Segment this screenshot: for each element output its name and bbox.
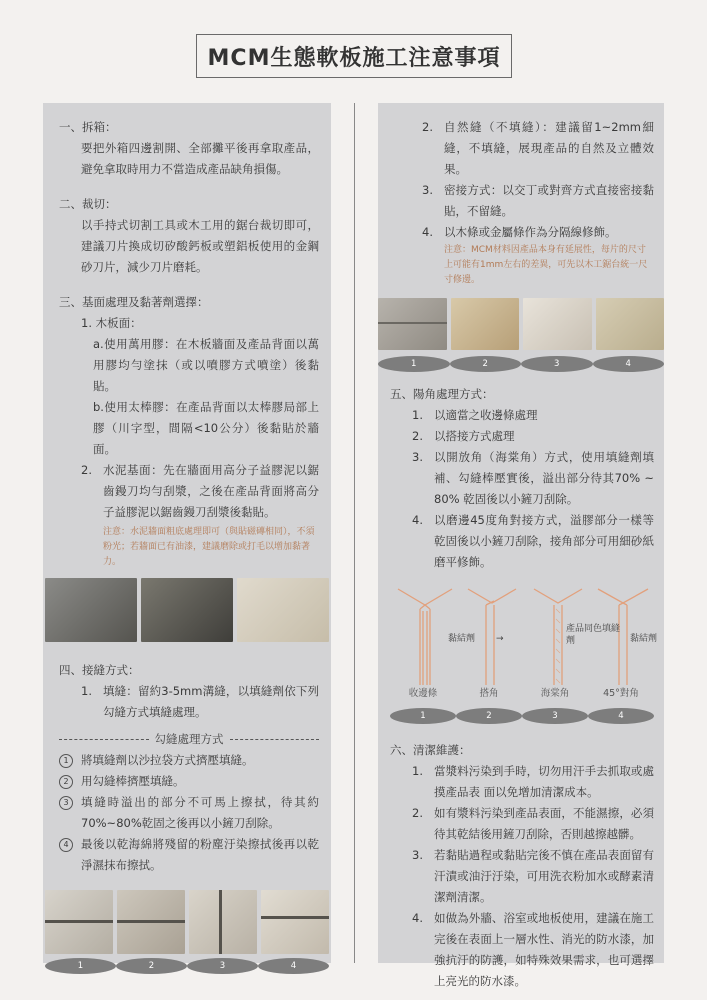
item-number: 2.	[412, 429, 423, 443]
cleaning-item	[412, 845, 654, 908]
diagram-number-circle: 3	[522, 708, 588, 724]
joint-item	[422, 117, 654, 180]
joint-photo-row	[378, 298, 664, 350]
diagram-numbers	[390, 708, 654, 724]
section-heading: 二、裁切：	[59, 197, 117, 211]
corner-2-shape	[468, 589, 516, 603]
section-joints	[59, 660, 319, 723]
section-cutting	[59, 194, 319, 278]
joint-photo-4	[596, 298, 665, 350]
joint-item	[59, 681, 319, 723]
filler-label: 產品同色填縫劑	[566, 624, 621, 646]
joint-photo-3	[523, 298, 592, 350]
joint-photo-1	[378, 298, 447, 350]
item-number: 2.	[81, 463, 92, 477]
cleaning-item	[412, 803, 654, 845]
item-number: 2.	[422, 120, 433, 134]
cleaning-items	[390, 761, 654, 992]
section-surface-prep	[59, 292, 319, 570]
edge-trim-strip	[420, 605, 430, 685]
diagram-number-circle: 2	[456, 708, 522, 724]
step-text: 最後以乾海綿將殘留的粉塵汙染擦拭後再以乾淨濕抹布擦拭。	[81, 837, 319, 872]
photo-number-circle: 3	[521, 356, 593, 372]
grout-steps	[59, 750, 319, 876]
grout-step	[59, 771, 319, 792]
grout-method-heading	[59, 729, 319, 750]
item-text: 如做為外牆、浴室或地板使用，建議在施工完後在表面上一層水性、消光的防水漆，加強抗汙的防護，如特殊效果需求，也可選擇上亮光的防水漆。	[434, 911, 654, 988]
item-number: 1.	[81, 684, 92, 698]
surface-photo-row	[45, 578, 329, 642]
joint-photo-2	[451, 298, 520, 350]
dashed-rule	[230, 739, 320, 740]
cleaning-item	[412, 908, 654, 992]
item-text: 自然縫（不填縫）：建議留1~2mm細縫，不填縫，展現產品的自然及立體效果。	[444, 120, 654, 176]
column-divider	[354, 103, 355, 963]
corner-item	[412, 510, 654, 573]
grout-line	[219, 890, 222, 954]
grout-photo-4	[261, 890, 329, 954]
section-heading: 五、陽角處理方式：	[390, 387, 494, 401]
grout-photo-row	[45, 890, 329, 954]
corner-item	[412, 405, 654, 426]
item-number: 3.	[422, 183, 433, 197]
section-body: 要把外箱四邊割開、全部攤平後再拿取產品，避免拿取時用力不當造成產品缺角損傷。	[81, 141, 319, 176]
grout-photo-1	[45, 890, 113, 954]
wood-method-b: b.使用太棒膠：在產品背面以太棒膠局部上膠（川字型，間隔<10公分）後黏貼於牆面。	[93, 400, 319, 456]
diagram-number-circle: 4	[588, 708, 654, 724]
step-number-circle: 3	[59, 796, 73, 810]
page-title: MCM生態軟板施工注意事項	[196, 34, 512, 78]
section-unboxing	[59, 117, 319, 180]
step-number-circle: 2	[59, 775, 73, 789]
trowel-photo	[45, 578, 137, 642]
item-text: 以適當之收邊條處理	[434, 408, 538, 422]
photo-number-circle: 1	[378, 356, 450, 372]
item-number: 2.	[412, 806, 423, 820]
glue-label-right: 黏結劑	[630, 634, 658, 644]
step-number-circle: 4	[59, 838, 73, 852]
section-body: 以手持式切割工具或木工用的鋸台裁切即可，建議刀片換成切矽酸鈣板或塑鋁板使用的金鋼砂刀片，減少刀片磨耗。	[81, 218, 319, 274]
item-text: 以開放角（海棠角）方式，使用填縫劑填補、勾縫棒壓實後，溢出部分待其70% ~ 80% 乾固後以小鏟刀刮除。	[434, 450, 654, 506]
grout-photo-numbers	[45, 958, 329, 974]
caption: 海棠角	[540, 688, 570, 699]
caption: 搭角	[479, 688, 499, 699]
section-heading: 四、接縫方式：	[59, 663, 140, 677]
item-text: 密接方式：以交丁或對齊方式直接密接黏貼，不留縫。	[444, 183, 654, 218]
grout-step	[59, 834, 319, 876]
wood-surface-label: 1. 木板面：	[81, 316, 142, 330]
item-text: 以磨邊45度角對接方式，溢膠部分一樣等乾固後以小鏟刀刮除，接角部分可用細砂紙磨平修飾。	[434, 513, 654, 569]
grout-line	[261, 916, 329, 919]
step-text: 填縫時溢出的部分不可馬上擦拭，待其約70%~80%乾固之後再以小鏟刀刮除。	[81, 795, 319, 830]
section-heading: 三、基面處理及黏著劑選擇：	[59, 295, 209, 309]
joint-note: 注意：MCM材料因產品本身有延展性，每片的尺寸上可能有1mm左右的差異，可先以木工鋸台統一尺寸修邊。	[444, 245, 648, 285]
cleaning-item	[412, 761, 654, 803]
grout-step	[59, 792, 319, 834]
adhesive-photo	[141, 578, 233, 642]
photo-number-circle: 4	[593, 356, 665, 372]
cement-item	[59, 460, 319, 523]
grout-photo-2	[117, 890, 185, 954]
diagram-number-circle: 1	[390, 708, 456, 724]
item-text: 填縫：留約3-5mm溝縫，以填縫劑依下列勾縫方式填縫處理。	[103, 684, 319, 719]
corner-diagram	[390, 587, 658, 687]
item-text: 當漿料污染到手時，切勿用汗手去抓取或處摸產品表 面以免增加清潔成本。	[434, 764, 654, 799]
grout-heading-text: 勾縫處理方式	[154, 732, 224, 746]
corner-3-shape	[534, 589, 582, 603]
photo-number-circle: 3	[187, 958, 258, 974]
section-heading: 六、清潔維護：	[390, 743, 471, 757]
photo-number-circle: 2	[116, 958, 187, 974]
photo-number-circle: 2	[450, 356, 522, 372]
dashed-rule	[59, 739, 149, 740]
mounting-photo	[237, 578, 329, 642]
right-panel	[378, 103, 664, 988]
item-number: 4.	[422, 225, 433, 239]
caption: 45°對角	[603, 688, 639, 699]
step-text: 用勾縫棒擠壓填縫。	[81, 774, 185, 788]
glue-label-left: 黏結劑	[448, 634, 476, 644]
item-text: 水泥基面：先在牆面用高分子益膠泥以鋸齒鏝刀均勻刮漿，之後在產品背面將高分子益膠泥以鋸齒鏝刀刮漿後黏貼。	[103, 463, 319, 519]
joint-items	[390, 117, 654, 288]
joint-item	[422, 180, 654, 222]
left-panel	[43, 103, 331, 971]
section-outer-corner	[390, 384, 654, 573]
arrow-right-icon: →	[496, 634, 504, 644]
item-number: 3.	[412, 848, 423, 862]
corner-4-shape	[598, 589, 648, 603]
item-text: 若黏貼過程或黏貼完後不慎在產品表面留有汗漬或油汙汙染，可用洗衣粉加水或酵素清潔劑清潔。	[434, 848, 654, 904]
photo-number-circle: 1	[45, 958, 116, 974]
caption: 收邊條	[408, 688, 438, 699]
grout-line	[45, 920, 113, 923]
item-text: 以木條或金屬條作為分隔線修飾。	[444, 225, 617, 239]
grout-line	[117, 920, 185, 923]
section-cleaning	[390, 740, 654, 992]
item-number: 1.	[412, 408, 423, 422]
item-text: 以搭接方式處理	[434, 429, 515, 443]
corner-item	[412, 426, 654, 447]
item-number: 4.	[412, 513, 423, 527]
step-text: 將填縫劑以沙拉袋方式擠壓填縫。	[81, 753, 254, 767]
joint-item	[422, 222, 654, 243]
section-heading: 一、拆箱：	[59, 120, 117, 134]
surface-note: 注意：水泥牆面粗底處理即可（與貼磁磚相同），不須粉光；若牆面已有油漆，建議磨除或打毛以增加黏著力。	[103, 527, 315, 567]
corner-1-shape	[398, 589, 452, 605]
grout-photo-3	[189, 890, 257, 954]
photo-number-circle: 4	[258, 958, 329, 974]
grout-step	[59, 750, 319, 771]
step-number-circle: 1	[59, 754, 73, 768]
joint-photo-numbers	[378, 356, 664, 372]
corner-items	[390, 405, 654, 573]
corner-item	[412, 447, 654, 510]
item-number: 4.	[412, 911, 423, 925]
wood-method-a: a.使用萬用膠：在木板牆面及產品背面以萬用膠均勻塗抹（或以噴膠方式噴塗）後黏貼。	[93, 337, 319, 393]
item-text: 如有漿料污染到產品表面，不能濕擦，必須待其乾結後用鏟刀刮除，否則越擦越髒。	[434, 806, 654, 841]
item-number: 1.	[412, 764, 423, 778]
item-number: 3.	[412, 450, 423, 464]
